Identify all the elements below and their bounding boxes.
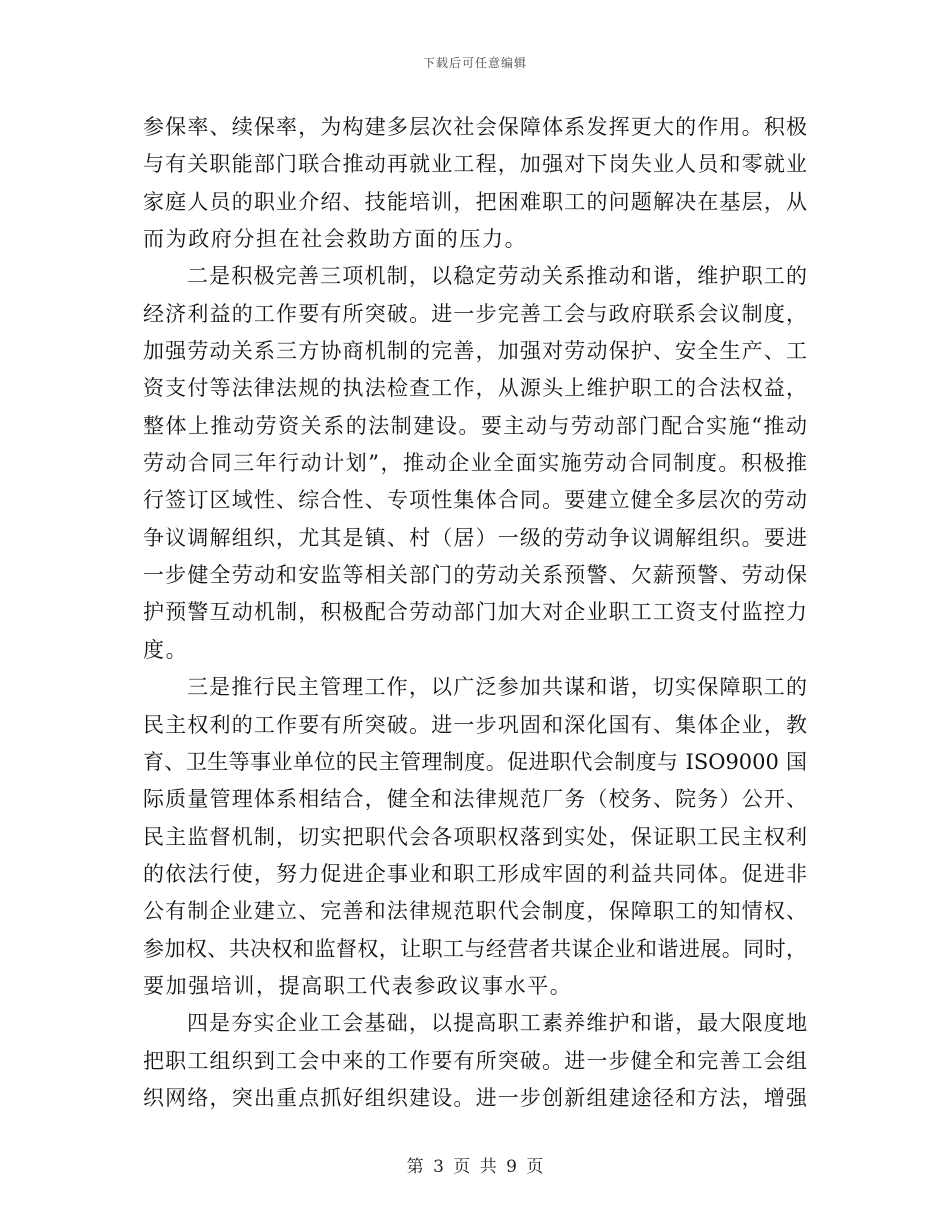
text-line: 资支付等法律法规的执法检查工作，从源头上维护职工的合法权益， xyxy=(143,376,807,401)
text-line: 劳动合同三年行动计划”，推动企业全面实施劳动合同制度。积极推 xyxy=(143,451,807,476)
text-line: 参保率、续保率，为构建多层次社会保障体系发挥更大的作用。积极 xyxy=(143,115,807,139)
text-line: 三是推行民主管理工作，以广泛参加共谋和谐，切实保障职工的 xyxy=(187,675,807,700)
text-line: 度。 xyxy=(143,637,189,662)
text-line: 经济利益的工作要有所突破。进一步完善工会与政府联系会议制度， xyxy=(143,301,807,326)
text-line: 护预警互动机制，积极配合劳动部门加大对企业职工工资支付监控力 xyxy=(143,600,807,625)
text-line: 的依法行使，努力促进企事业和职工形成牢固的利益共同体。促进非 xyxy=(143,861,807,886)
text-line: 一步健全劳动和安监等相关部门的劳动关系预警、欠薪预警、劳动保 xyxy=(143,563,807,588)
text-line: 民主监督机制，切实把职代会各项职权落到实处，保证职工民主权利 xyxy=(143,824,807,849)
text-line: 行签订区域性、综合性、专项性集体合同。要建立健全多层次的劳动 xyxy=(143,488,807,513)
text-line: 争议调解组织，尤其是镇、村（居）一级的劳动争议调解组织。要进 xyxy=(143,525,807,550)
text-line: 而为政府分担在社会救助方面的压力。 xyxy=(143,227,528,252)
text-line: 加强劳动关系三方协商机制的完善，加强对劳动保护、安全生产、工 xyxy=(143,339,807,364)
text-line: 整体上推动劳资关系的法制建设。要主动与劳动部门配合实施“推动 xyxy=(143,413,807,438)
document-body xyxy=(143,109,807,1117)
text-line: 民主权利的工作要有所突破。进一步巩固和深化国有、集体企业，教 xyxy=(143,712,807,737)
text-line: 把职工组织到工会中来的工作要有所突破。进一步健全和完善工会组 xyxy=(143,1048,807,1073)
text-line: 公有制企业建立、完善和法律规范职代会制度，保障职工的知情权、 xyxy=(143,899,807,924)
text-line: 要加强培训，提高职工代表参政议事水平。 xyxy=(143,973,573,998)
text-line: 际质量管理体系相结合，健全和法律规范厂务（校务、院务）公开、 xyxy=(143,787,807,812)
text-line: 二是积极完善三项机制，以稳定劳动关系推动和谐，维护职工的 xyxy=(187,264,807,289)
text-line: 参加权、共决权和监督权，让职工与经营者共谋企业和谐进展。同时， xyxy=(143,936,807,961)
page-footer: 第 3 页 共 9 页 xyxy=(406,1157,544,1177)
text-line: 家庭人员的职业介绍、技能培训，把困难职工的问题解决在基层，从 xyxy=(143,189,807,214)
text-line: 四是夯实企业工会基础，以提高职工素养维护和谐，最大限度地 xyxy=(187,1011,807,1036)
text-line: 育、卫生等事业单位的民主管理制度。促进职代会制度与 ISO9000 国 xyxy=(143,749,807,774)
text-line: 与有关职能部门联合推动再就业工程，加强对下岗失业人员和零就业 xyxy=(143,152,807,177)
text-line: 织网络，突出重点抓好组织建设。进一步创新组建途径和方法，增强 xyxy=(143,1085,807,1110)
page-header: 下载后可任意编辑 xyxy=(422,56,527,70)
